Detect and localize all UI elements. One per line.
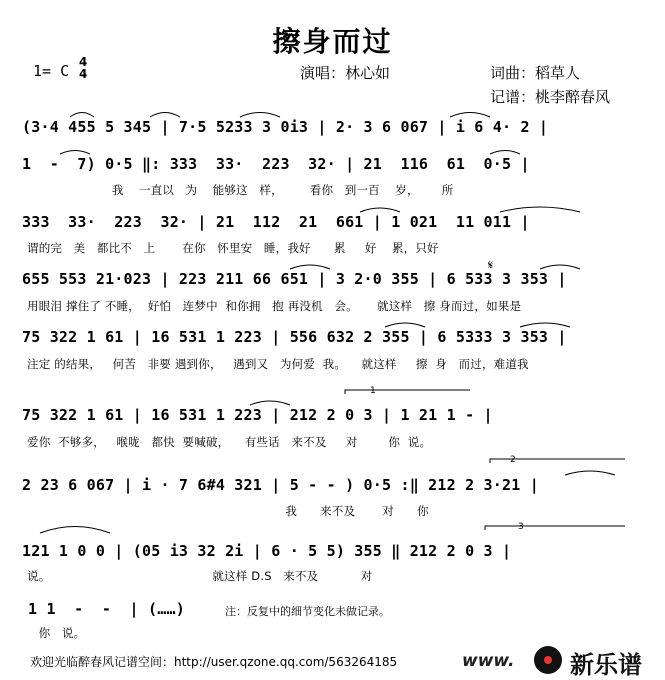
notation-line: 655 553 21·023 | 223 211 66 651 | 3 2·0 355 | 6 533 3 353 | <box>22 270 567 288</box>
composer-credit: 词曲：稻草人 <box>490 64 581 82</box>
volta-label-3: 3 <box>518 522 524 532</box>
slur-mark <box>70 113 94 118</box>
time-signature <box>79 56 87 80</box>
volta-label-2: 2 <box>510 455 516 465</box>
lyric-line: 用眼泪 撑住了 不睡， 好怕 连梦中 和你拥 抱 再没机 会。 就这样 擦 身而过，如果是 <box>27 299 522 313</box>
slur-mark <box>450 113 490 118</box>
notation-line: (3·4 455 5 345 | 7·5 5233 3 0i3 | 2· 3 6 067 | i 6 4· 2 | <box>22 118 549 136</box>
slur-mark <box>60 151 90 155</box>
slur-mark <box>490 151 520 155</box>
segno-sign: 𝄋 <box>488 258 494 272</box>
slur-mark <box>540 265 580 269</box>
notation-line: 75 322 1 61 | 16 531 1 223 | 212 2 0 3 | 1 21 1 - | <box>22 406 493 424</box>
site-logo <box>462 642 665 679</box>
slur-mark <box>385 323 425 327</box>
notation-line: 333 33· 223 32· | 21 112 21 661 | 1 021 11 011 | <box>22 213 530 231</box>
transcription-note: 注：反复中的细节变化未做记录。 <box>225 605 390 618</box>
slur-mark <box>520 323 570 327</box>
notation-line: 75 322 1 61 | 16 531 1 223 | 556 632 2 355 | 6 5333 3 353 | <box>22 328 567 346</box>
slur-mark <box>250 401 290 405</box>
time-signature-top: 4 <box>79 55 88 69</box>
slur-mark <box>500 207 580 212</box>
lyric-line: 注定 的结果， 何苦 非要 遇到你， 遇到又 为何爱 我。 就这样 擦 身 而过，难道我 <box>27 357 529 371</box>
slur-mark <box>240 113 280 118</box>
key-signature: 1= C <box>33 62 70 80</box>
logo-prefix: www. <box>462 651 515 671</box>
lyric-line: 我 来不及 对 你 <box>27 504 429 518</box>
notation-line: 121 1 0 0 | (05 i3 32 2i | 6 · 5 5) 355 ‖ 212 2 0 3 | <box>22 542 512 560</box>
notation-line: 1 1 - - | (……) <box>28 600 185 618</box>
record-disc-icon <box>534 646 562 674</box>
lyric-line: 你 说。 <box>27 626 86 640</box>
logo-name: 新乐谱 <box>570 651 642 679</box>
lyric-line: 我 一直以 为 能够这 样， 看你 到一百 岁， 所 <box>27 183 454 197</box>
slur-mark <box>565 471 615 475</box>
song-title: 擦身而过 <box>272 25 393 58</box>
lyric-line: 爱你 不够多， 喉咙 都快 要喊破， 有些话 来不及 对 你 说。 <box>27 435 432 449</box>
lyric-line: 说。 就这样 D.S 来不及 对 <box>27 569 373 583</box>
footer-text: 欢迎光临醉春风记谱空间：http://user.qzone.qq.com/563264185 <box>30 655 398 669</box>
notation-line: 1 - 7) 0·5 ‖: 333 33· 223 32· | 21 116 61 0·5 | <box>22 155 530 173</box>
lyric-line: 谓的完 美 都比不 上 在你 怀里安 睡，我好 累 好 累，只好 <box>27 241 439 255</box>
slur-mark <box>150 113 180 118</box>
notation-line: 2 23 6 067 | i · 7 6#4 321 | 5 - - ) 0·5 :‖ 212 2 3·21 | <box>22 476 539 494</box>
volta-bracket <box>345 390 470 394</box>
transcriber-credit: 记谱：桃李醉春风 <box>490 88 611 106</box>
volta-bracket <box>485 526 625 530</box>
slur-mark <box>40 527 110 534</box>
time-signature-bottom: 4 <box>79 67 88 81</box>
slur-mark <box>360 208 400 212</box>
slur-mark <box>290 265 330 269</box>
singer-credit: 演唱：林心如 <box>300 64 391 82</box>
volta-label-1: 1 <box>370 386 376 396</box>
